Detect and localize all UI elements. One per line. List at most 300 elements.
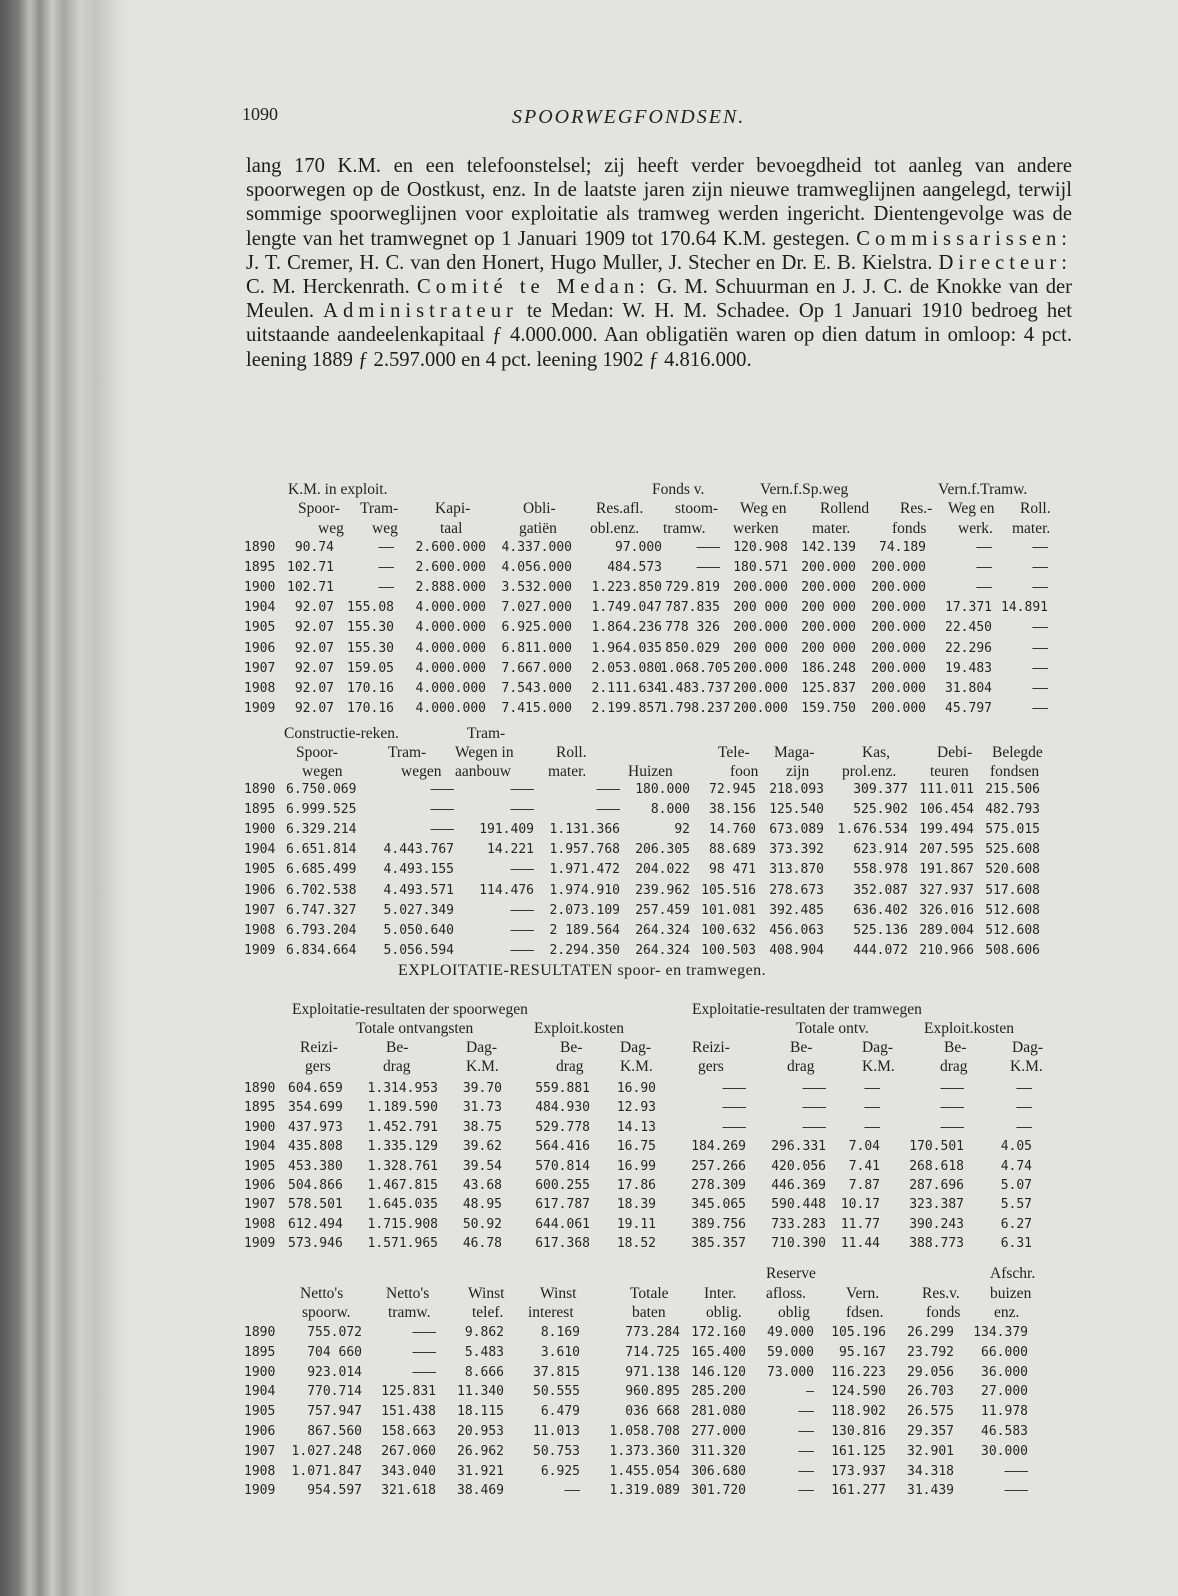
table-cell: 38.469 <box>457 1483 504 1499</box>
column-header: taal <box>440 520 463 537</box>
table-cell: 100.503 <box>701 942 756 958</box>
table-cell: ——— <box>412 1325 436 1340</box>
table-cell: 116.223 <box>831 1364 886 1380</box>
column-header: Spoor- <box>298 500 340 517</box>
table-cell: 2.073.109 <box>549 902 620 918</box>
column-header: Be- <box>560 1039 583 1056</box>
table-cell: 954.597 <box>307 1483 362 1499</box>
commissarissen-label: Commissarissen: <box>856 227 1072 250</box>
table-cell: 72.945 <box>709 782 756 797</box>
column-header: Belegde <box>992 744 1043 761</box>
table-cell: 600.255 <box>535 1178 590 1193</box>
table-cell: 309.377 <box>853 782 908 797</box>
table-cell: 267.060 <box>381 1443 436 1459</box>
table-cell: 7.667.000 <box>501 660 572 676</box>
table-cell: 867.560 <box>307 1424 362 1439</box>
column-header: wegen <box>302 763 343 780</box>
table-cell: 200.000 <box>871 680 926 696</box>
row-year: 1906 <box>244 1178 276 1193</box>
column-header: Vern.f.Sp.weg <box>760 481 849 498</box>
table-cell: 520.608 <box>985 862 1040 878</box>
column-header: buizen <box>990 1285 1032 1302</box>
table-cell: 114.476 <box>479 882 534 898</box>
table-cell: 10.17 <box>840 1197 880 1213</box>
table-cell: —— <box>798 1404 814 1420</box>
table-cell: —— <box>1032 620 1048 636</box>
table-cell: 32.901 <box>907 1443 954 1459</box>
column-header: enz. <box>994 1304 1020 1321</box>
row-year: 1890 <box>244 782 276 797</box>
table-cell: 50.753 <box>533 1443 580 1459</box>
table-cell: 38.75 <box>462 1119 502 1135</box>
comite-label: Comité te Medan: <box>416 276 650 299</box>
table-cell: 102.71 <box>287 580 334 596</box>
table-cell: 558.978 <box>853 862 908 878</box>
table-cell: 7.027.000 <box>501 600 572 616</box>
table-cell: 200 000 <box>733 600 788 616</box>
table-cell: 146.120 <box>691 1364 746 1380</box>
table-cell: 529.778 <box>535 1119 590 1135</box>
row-year: 1900 <box>244 580 276 596</box>
table-cell: 200 000 <box>801 600 856 616</box>
table-cell: 31.921 <box>457 1463 504 1479</box>
row-year: 1904 <box>244 600 276 616</box>
column-header: Vern. <box>846 1285 880 1302</box>
table-cell: 161.125 <box>831 1443 886 1459</box>
table-cell: 12.93 <box>616 1100 656 1116</box>
table-cell: 484.573 <box>607 560 662 576</box>
table-cell: 11.44 <box>840 1236 880 1252</box>
table-cell: —— <box>976 560 992 576</box>
table-cell: ——— <box>696 540 720 555</box>
column-header: Weg en <box>948 500 995 517</box>
table-cell: 323.387 <box>909 1197 964 1213</box>
table-cell: 22.296 <box>945 640 992 656</box>
row-year: 1908 <box>244 1216 276 1232</box>
table-cell: ——— <box>430 802 454 818</box>
table-cell: 444.072 <box>853 942 908 958</box>
table-cell: —— <box>378 560 394 576</box>
table-cell: 285.200 <box>691 1384 746 1400</box>
table-cell: 289.004 <box>919 922 974 938</box>
table-cell: 2.199.857 <box>591 700 662 716</box>
column-header: werk. <box>958 520 993 537</box>
table-cell: 73.000 <box>767 1364 814 1380</box>
column-header: foon <box>730 763 759 780</box>
table-cell: 165.400 <box>691 1344 746 1360</box>
table-cell: 264.324 <box>635 942 690 958</box>
table-cell: 3.610 <box>540 1344 580 1360</box>
table-cell: 6.685.499 <box>286 862 357 878</box>
table-cell: 623.914 <box>853 842 908 858</box>
row-year: 1900 <box>244 1364 276 1380</box>
table-cell: 301.720 <box>691 1483 746 1499</box>
table-cell: 92.07 <box>294 600 334 616</box>
column-header: K.M. <box>862 1058 895 1075</box>
column-header: Dag- <box>466 1039 497 1056</box>
column-header: zijn <box>786 763 810 780</box>
table-cell: 420.056 <box>771 1158 826 1174</box>
table-cell: 97.000 <box>615 540 662 555</box>
table-cell: 155.30 <box>347 640 394 656</box>
column-header: mater. <box>548 763 587 780</box>
column-header: Tram- <box>360 500 399 517</box>
row-year: 1907 <box>244 902 276 918</box>
table-cell: —— <box>976 580 992 596</box>
row-year: 1890 <box>244 1081 276 1096</box>
table-cell: 392.485 <box>769 902 824 918</box>
table-cell: 617.368 <box>535 1236 590 1252</box>
table-cell: 125.540 <box>769 802 824 818</box>
table-cell: 92.07 <box>294 680 334 696</box>
table-cell: —— <box>1032 700 1048 716</box>
table-cell: 2.294.350 <box>549 942 620 958</box>
table-cell: 200.000 <box>733 620 788 636</box>
table-cell: 8.000 <box>650 802 690 818</box>
table-cell: 5.027.349 <box>383 902 454 918</box>
table-cell: 2.600.000 <box>415 540 486 555</box>
table-cell: —— <box>378 580 394 596</box>
row-year: 1905 <box>244 620 276 636</box>
table-cell: 4.443.767 <box>383 842 454 858</box>
column-header: drag <box>556 1058 584 1075</box>
row-year: 1905 <box>244 1158 276 1174</box>
table-cell: 184.269 <box>691 1139 746 1155</box>
table-cell: 206.305 <box>635 842 690 858</box>
running-head: SPOORWEGFONDSEN. <box>512 106 746 128</box>
row-year: 1900 <box>244 822 276 838</box>
table-cell: 18.39 <box>616 1197 656 1213</box>
table-cell: 88.689 <box>709 842 756 858</box>
row-year: 1904 <box>244 1139 276 1155</box>
row-year: 1905 <box>244 862 276 878</box>
table-cell: 50.555 <box>533 1384 580 1400</box>
table-cell: 39.62 <box>462 1139 502 1155</box>
column-header: gers <box>698 1058 724 1075</box>
table-cell: 1.957.768 <box>549 842 620 858</box>
table-cell: 644.061 <box>535 1216 590 1232</box>
table-cell: 525.136 <box>853 922 908 938</box>
table-cell: 559.881 <box>535 1081 590 1096</box>
column-header: Be- <box>790 1039 813 1056</box>
table-cell: 2.600.000 <box>415 560 486 576</box>
table-cell: 435.808 <box>288 1139 343 1155</box>
table-cell: 200.000 <box>733 660 788 676</box>
table-cell: 38.156 <box>709 802 756 818</box>
table-cell: —— <box>378 540 394 555</box>
table-cell: 161.277 <box>831 1483 886 1499</box>
table-cell: ——— <box>802 1119 826 1135</box>
table-cell: 6.702.538 <box>286 882 357 898</box>
table-cell: 1.373.360 <box>609 1443 680 1459</box>
paragraph-text: lang 170 K.M. en een telefoonstelsel; zij heeft verder bevoegdheid tot aanleg van andere spoorwegen op de Oostkust, enz. In de laatste jaren zijn nieuwe tramweglijnen aangelegd, terwijl sommige spoorweglijnen voor exploitatie als tramweg werden ingericht. Dientengevolge was de lengte van het tramwegnet op 1 Januari 1909 tot 170.64 K.M. gestegen. <box>246 155 1072 250</box>
table-cell: —— <box>864 1081 880 1096</box>
table-cell: ——— <box>510 942 534 958</box>
table-cell: —— <box>976 540 992 555</box>
table-cell: 5.050.640 <box>383 922 454 938</box>
table-cell: 570.814 <box>535 1158 590 1174</box>
table-cell: 92.07 <box>294 640 334 656</box>
table-cell: 281.080 <box>691 1404 746 1420</box>
table-cell: 313.870 <box>769 862 824 878</box>
table-cell: 525.902 <box>853 802 908 818</box>
table-cell: ——— <box>722 1119 746 1135</box>
table-cell: 200.000 <box>871 580 926 596</box>
table-cell: 159.750 <box>801 700 856 716</box>
row-year: 1906 <box>244 640 276 656</box>
column-header: oblig <box>778 1304 810 1321</box>
table-cell: 504.866 <box>288 1178 343 1193</box>
table-cell: 755.072 <box>307 1325 362 1340</box>
table-cell: 200.000 <box>801 620 856 636</box>
table-cell: 7.87 <box>848 1178 880 1193</box>
table-cell: 7.415.000 <box>501 700 572 716</box>
table-cell: 7.04 <box>848 1139 880 1155</box>
table-cell: 120.908 <box>733 540 788 555</box>
table-cell: 1.467.815 <box>367 1178 438 1193</box>
table-cell: 11.77 <box>840 1216 880 1232</box>
table-cell: —— <box>564 1483 580 1499</box>
table-cell: 210.966 <box>919 942 974 958</box>
table-cell: 31.804 <box>945 680 992 696</box>
table-cell: 6.747.327 <box>286 902 357 918</box>
table-cell: 6.999.525 <box>286 802 357 818</box>
table-cell: 673.089 <box>769 822 824 838</box>
paragraph-text: J. T. Cremer, H. C. van den Honert, Hugo Muller, J. Stecher en Dr. E. B. Kielstra. <box>246 251 939 274</box>
table-cell: 7.543.000 <box>501 680 572 696</box>
column-header: Spoor- <box>296 744 338 761</box>
column-header: fondsen <box>990 763 1040 780</box>
table-cell: 327.937 <box>919 882 974 898</box>
table-cell: ——— <box>412 1364 436 1380</box>
table-cell: 200.000 <box>733 680 788 696</box>
row-year: 1904 <box>244 842 276 858</box>
table-cell: 1.189.590 <box>367 1100 438 1116</box>
column-header: fonds <box>892 520 927 537</box>
table-cell: 124.590 <box>831 1384 886 1400</box>
table-cell: 564.416 <box>535 1139 590 1155</box>
column-header: tramw. <box>663 520 706 537</box>
row-year: 1909 <box>244 1483 276 1499</box>
table-cell: 92.07 <box>294 700 334 716</box>
table-cell: 16.90 <box>616 1081 656 1096</box>
table-cell: 98 471 <box>709 862 756 878</box>
column-header: mater. <box>812 520 851 537</box>
table-cell: 1.328.761 <box>367 1158 438 1174</box>
table-cell: 173.937 <box>831 1463 886 1479</box>
table-cell: 215.506 <box>985 782 1040 797</box>
table-cell: 257.459 <box>635 902 690 918</box>
table-cell: 11.978 <box>981 1404 1028 1420</box>
table-cell: 7.41 <box>848 1158 880 1174</box>
column-header: tramw. <box>388 1304 431 1321</box>
table-cell: 155.30 <box>347 620 394 636</box>
column-header: Tram- <box>467 725 506 742</box>
table-cell: 1.131.366 <box>549 822 620 838</box>
column-header: fdsen. <box>846 1304 884 1321</box>
table-cell: ——— <box>430 822 454 838</box>
paragraph-text: C. M. Herckenrath. <box>246 276 417 299</box>
row-year: 1905 <box>244 1404 276 1420</box>
table-cell: 036 668 <box>625 1404 680 1420</box>
column-header: Be- <box>386 1039 409 1056</box>
table-cell: 1.676.534 <box>837 822 908 838</box>
table-cell: 343.040 <box>381 1463 436 1479</box>
table-cell: 373.392 <box>769 842 824 858</box>
row-year: 1907 <box>244 660 276 676</box>
table-cell: 5.07 <box>1000 1178 1032 1193</box>
table-cell: 95.167 <box>839 1344 886 1360</box>
table-cell: 5.57 <box>1000 1197 1032 1213</box>
row-year: 1895 <box>244 1100 276 1116</box>
column-header: Dag- <box>1012 1039 1043 1056</box>
table-cell: 2.111.634 <box>591 680 662 696</box>
table-cell: —— <box>864 1119 880 1135</box>
table-cell: 5.483 <box>464 1344 504 1360</box>
table-cell: —— <box>1016 1100 1032 1116</box>
table-cell: 287.696 <box>909 1178 964 1193</box>
table-cell: 6.925.000 <box>501 620 572 636</box>
column-header: K.M. <box>466 1058 499 1075</box>
table-cell: ——— <box>596 802 620 818</box>
table-cell: 508.606 <box>985 942 1040 958</box>
table-cell: 4.493.571 <box>383 882 454 898</box>
table-cell: 200.000 <box>733 700 788 716</box>
table-cell: 4.000.000 <box>415 600 486 616</box>
table-cell: 134.379 <box>973 1325 1028 1340</box>
column-header: Netto's <box>386 1285 430 1302</box>
table-cell: ——— <box>722 1081 746 1096</box>
table-cell: 45.797 <box>945 700 992 716</box>
section-title: EXPLOITATIE-RESULTATEN spoor- en tramwegen. <box>398 962 767 979</box>
column-header: Fonds v. <box>652 481 705 498</box>
table-cell: 180.000 <box>635 782 690 797</box>
column-header: aanbouw <box>455 763 511 780</box>
column-header: Netto's <box>300 1285 344 1302</box>
table-cell: 200.000 <box>871 700 926 716</box>
table-cell: ——— <box>802 1081 826 1096</box>
table-cell: 850.029 <box>665 640 720 656</box>
table-cell: 4.000.000 <box>415 680 486 696</box>
table-cell: 512.608 <box>985 922 1040 938</box>
table-cell: 4.000.000 <box>415 700 486 716</box>
table-cell: —— <box>1016 1081 1032 1096</box>
table-cell: 200.000 <box>871 560 926 576</box>
table-cell: 6.811.000 <box>501 640 572 656</box>
row-year: 1908 <box>244 1463 276 1479</box>
table-cell: 200.000 <box>733 580 788 596</box>
table-cell: 130.816 <box>831 1424 886 1439</box>
table-cell: 29.056 <box>907 1364 954 1380</box>
table-cell: 200 000 <box>733 640 788 656</box>
table-cell: — <box>806 1384 814 1400</box>
row-year: 1907 <box>244 1443 276 1459</box>
table-cell: 4.05 <box>1000 1139 1032 1155</box>
column-header: Rollend <box>820 500 870 517</box>
table-cell: 118.902 <box>831 1404 886 1420</box>
column-header: Weg en <box>740 500 787 517</box>
table-cell: 218.093 <box>769 782 824 797</box>
table-cell: 172.160 <box>691 1325 746 1340</box>
table-cell: 960.895 <box>625 1384 680 1400</box>
table-cell: 4.493.155 <box>383 862 454 878</box>
column-header: Winst <box>540 1285 577 1302</box>
column-header: Vern.f.Tramw. <box>938 481 1028 498</box>
column-header: afloss. <box>766 1285 807 1302</box>
table-cell: 105.516 <box>701 882 756 898</box>
table-cell: 787.835 <box>665 600 720 616</box>
row-year: 1908 <box>244 680 276 696</box>
table-cell: 14.13 <box>616 1119 656 1135</box>
table-cell: 4.337.000 <box>501 540 572 555</box>
table-cell: 39.54 <box>462 1158 502 1174</box>
column-header: Kapi- <box>435 500 471 517</box>
row-year: 1895 <box>244 802 276 818</box>
table-cell: 512.608 <box>985 902 1040 918</box>
column-header: prol.enz. <box>842 763 897 780</box>
column-header: Huizen <box>628 763 673 780</box>
column-header: oblig. <box>706 1304 742 1321</box>
table-cell: 180.571 <box>733 560 788 576</box>
column-header: Obli- <box>523 500 556 517</box>
table-cell: 49.000 <box>767 1325 814 1340</box>
table-cell: 14.221 <box>487 842 534 858</box>
table-cell: 4.056.000 <box>501 560 572 576</box>
table-cell: ——— <box>1004 1483 1028 1499</box>
page-number: 1090 <box>242 104 278 124</box>
table-cell: 22.450 <box>945 620 992 636</box>
table-cell: —— <box>798 1483 814 1499</box>
column-header: wegen <box>401 763 442 780</box>
table-cell: 26.962 <box>457 1443 504 1459</box>
table-cell: 5.056.594 <box>383 942 454 958</box>
table-cell: 239.962 <box>635 882 690 898</box>
table-cell: 1.571.965 <box>367 1236 438 1252</box>
table-cell: 352.087 <box>853 882 908 898</box>
table-cell: 106.454 <box>919 802 974 818</box>
table-cell: 390.243 <box>909 1216 964 1232</box>
table-cell: 385.357 <box>691 1236 746 1252</box>
column-header: drag <box>787 1058 815 1075</box>
table-cell: 23.792 <box>907 1344 954 1360</box>
table-cell: 517.608 <box>985 882 1040 898</box>
table-cell: 37.815 <box>533 1364 580 1380</box>
table-cell: ——— <box>802 1100 826 1116</box>
table-cell: 268.618 <box>909 1158 964 1174</box>
table-cell: 159.05 <box>347 660 394 676</box>
table-cell: 2.053.080 <box>591 660 662 676</box>
table-cell: 484.930 <box>535 1100 590 1116</box>
column-header: Totale ontv. <box>796 1020 869 1037</box>
table-cell: —— <box>1032 640 1048 656</box>
table-cell: 200.000 <box>871 640 926 656</box>
table-cell: 1.319.089 <box>609 1483 680 1499</box>
table-cell: 31.73 <box>462 1100 502 1116</box>
table-cell: ——— <box>940 1081 964 1096</box>
column-header: Roll. <box>1020 500 1051 517</box>
table-cell: 1.452.791 <box>367 1119 438 1135</box>
column-header: Dag- <box>862 1039 893 1056</box>
table-cell: 125.831 <box>381 1384 436 1400</box>
table-cell: 4.000.000 <box>415 660 486 676</box>
table-cell: 59.000 <box>767 1344 814 1360</box>
column-header: obl.enz. <box>590 520 640 537</box>
table-cell: 1.335.129 <box>367 1139 438 1155</box>
table-cell: 14.891 <box>1001 600 1048 616</box>
table-cell: 1.864.236 <box>591 620 662 636</box>
table-cell: 36.000 <box>981 1364 1028 1380</box>
table-cell: 170.16 <box>347 700 394 716</box>
